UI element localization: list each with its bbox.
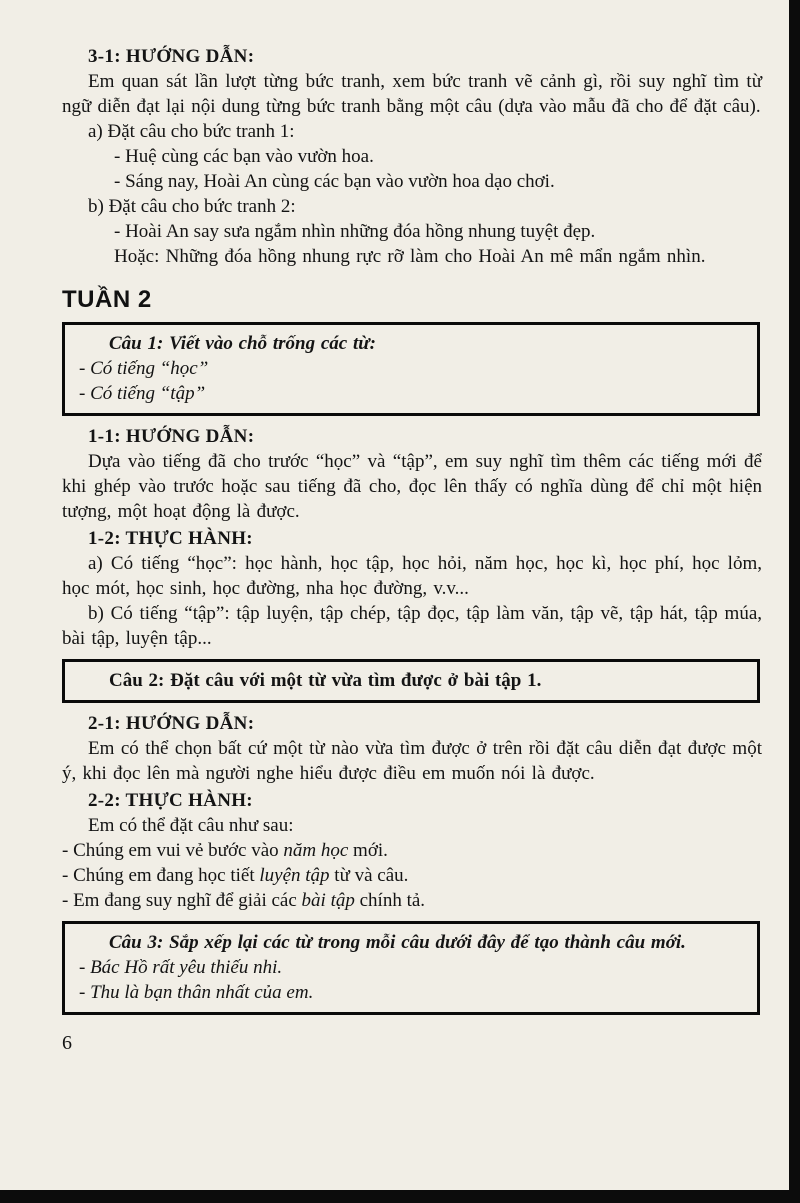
example-2-post: từ và câu. (329, 865, 409, 886)
section-3-1-item-b: b) Đặt câu cho bức tranh 2: (88, 196, 296, 217)
cau-2-box (62, 659, 760, 703)
section-3-1-heading: 3-1: HƯỚNG DẪN: (88, 46, 255, 67)
example-1-term: năm học (283, 840, 349, 861)
section-3-1-item-b2: Hoặc: Những đóa hồng nhung rực rỡ làm cho Hoài An mê mẩn ngắm nhìn. (114, 246, 706, 267)
section-1-2-heading: 1-2: THỰC HÀNH: (88, 528, 253, 549)
example-1-post: mới. (348, 840, 388, 861)
section-3-1-item-a: a) Đặt câu cho bức tranh 1: (88, 121, 295, 142)
cau-1-line-1: - Có tiếng “học” (79, 358, 209, 379)
page-number: 6 (62, 1032, 72, 1054)
section-1-2-item-a: a) Có tiếng “học”: học hành, học tập, học hỏi, năm học, học kì, học phí, học lỏm, học mót, học sinh, học đường, nha học đường, v.v... (62, 553, 762, 599)
example-sentence-3 (62, 888, 762, 913)
example-2-pre: - Chúng em đang học tiết (62, 865, 260, 886)
week-2-title: TUẦN 2 (62, 286, 152, 313)
cau-3-box (62, 921, 760, 1015)
section-2-1-body: Em có thể chọn bất cứ một từ nào vừa tìm được ở trên rồi đặt câu diễn đạt được một ý, khi đọc lên mà người nghe hiểu được điều em muốn nói là được. (62, 738, 762, 784)
cau-2-heading: Câu 2: Đặt câu với một từ vừa tìm được ở bài tập 1. (109, 670, 542, 691)
section-3-1-item-a1: - Huệ cùng các bạn vào vườn hoa. (114, 146, 374, 167)
example-3-pre: - Em đang suy nghĩ để giải các (62, 890, 302, 911)
section-2-2-lead: Em có thể đặt câu như sau: (88, 815, 294, 836)
example-3-term: bài tập (301, 890, 355, 911)
cau-3-line-1: - Bác Hồ rất yêu thiếu nhi. (79, 957, 283, 978)
page-content (62, 44, 762, 1056)
section-1-2-item-b: b) Có tiếng “tập”: tập luyện, tập chép, tập đọc, tập làm văn, tập vẽ, tập hát, tập múa, bài tập, luyện tập... (62, 603, 762, 649)
section-1-1-body: Dựa vào tiếng đã cho trước “học” và “tập”, em suy nghĩ tìm thêm các tiếng mới để khi ghép vào trước hoặc sau tiếng đã cho, đọc lên thấy có nghĩa dùng để chỉ một hiện tượng, một hoạt động là được. (62, 451, 762, 522)
section-2-1-heading: 2-1: HƯỚNG DẪN: (88, 713, 255, 734)
section-1-1-heading: 1-1: HƯỚNG DẪN: (88, 426, 255, 447)
scan-edge-bottom (0, 1190, 800, 1203)
example-sentence-2 (62, 863, 762, 888)
cau-3-line-2: - Thu là bạn thân nhất của em. (79, 982, 314, 1003)
section-3-1-item-b1: - Hoài An say sưa ngắm nhìn những đóa hồng nhung tuyệt đẹp. (114, 221, 596, 242)
example-1-pre: - Chúng em vui vẻ bước vào (62, 840, 284, 861)
example-3-post: chính tả. (354, 890, 426, 911)
section-3-1-intro: Em quan sát lần lượt từng bức tranh, xem bức tranh vẽ cảnh gì, rồi suy nghĩ tìm từ ngữ diễn đạt lại nội dung từng bức tranh bằng một câu (dựa vào mẫu đã cho để đặt câu). (62, 71, 762, 117)
cau-1-box (62, 322, 760, 416)
section-3-1-item-a2: - Sáng nay, Hoài An cùng các bạn vào vườn hoa dạo chơi. (114, 171, 555, 192)
cau-1-heading: Câu 1: Viết vào chỗ trống các từ: (109, 333, 376, 354)
example-2-term: luyện tập (259, 865, 330, 886)
section-2-2-heading: 2-2: THỰC HÀNH: (88, 790, 253, 811)
cau-1-line-2: - Có tiếng “tập” (79, 383, 206, 404)
cau-3-heading: Câu 3: Sắp xếp lại các từ trong mỗi câu dưới đây để tạo thành câu mới. (109, 932, 686, 953)
example-sentence-1 (62, 838, 762, 863)
scan-edge-right (789, 0, 800, 1203)
